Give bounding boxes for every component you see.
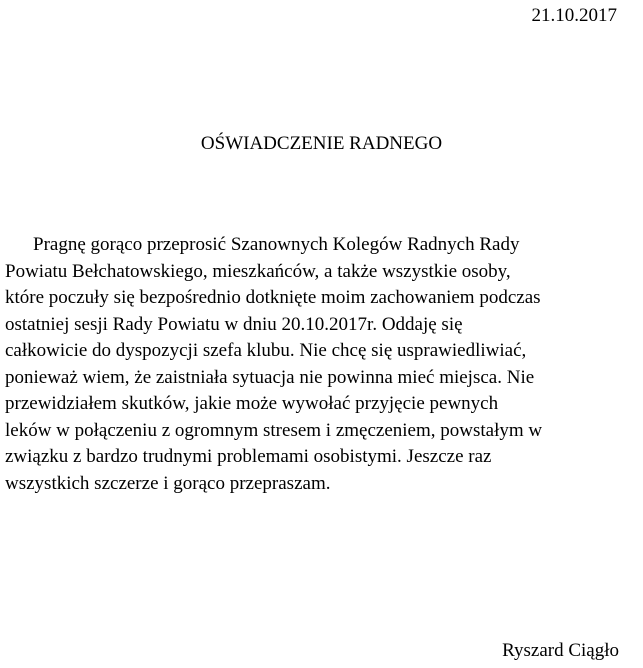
body-line: wszystkich szczerze i gorąco przepraszam.	[5, 472, 331, 494]
body-line: związku z bardzo trudnymi problemami osobistymi. Jeszcze raz	[5, 446, 492, 467]
body-line: ostatniej sesji Rady Powiatu w dniu 20.10.2017r. Oddaję się	[5, 313, 463, 335]
body-line: ponieważ wiem, że zaistniała sytuacja nie powinna mieć miejsca. Nie	[5, 366, 535, 388]
body-line: przewidziałem skutków, jakie może wywołać przyjęcie pewnych	[5, 393, 499, 414]
body-line: Pragnę gorąco przeprosić Szanownych Kolegów Radnych Rady	[33, 234, 520, 255]
statement-body	[5, 232, 635, 497]
body-line: Powiatu Bełchatowskiego, mieszkańców, a także wszystkie osoby,	[5, 260, 511, 282]
signature-name: Ryszard Ciągło	[502, 640, 619, 661]
document-date: 21.10.2017	[531, 5, 617, 26]
body-line: które poczuły się bezpośrednio dotknięte moim zachowaniem podczas	[5, 287, 541, 308]
body-line: leków w połączeniu z ogromnym stresem i zmęczeniem, powstałym w	[5, 419, 543, 441]
document-title: OŚWIADCZENIE RADNEGO	[200, 133, 443, 154]
body-line: całkowicie do dyspozycji szefa klubu. Nie chcę się usprawiedliwiać,	[5, 340, 527, 361]
